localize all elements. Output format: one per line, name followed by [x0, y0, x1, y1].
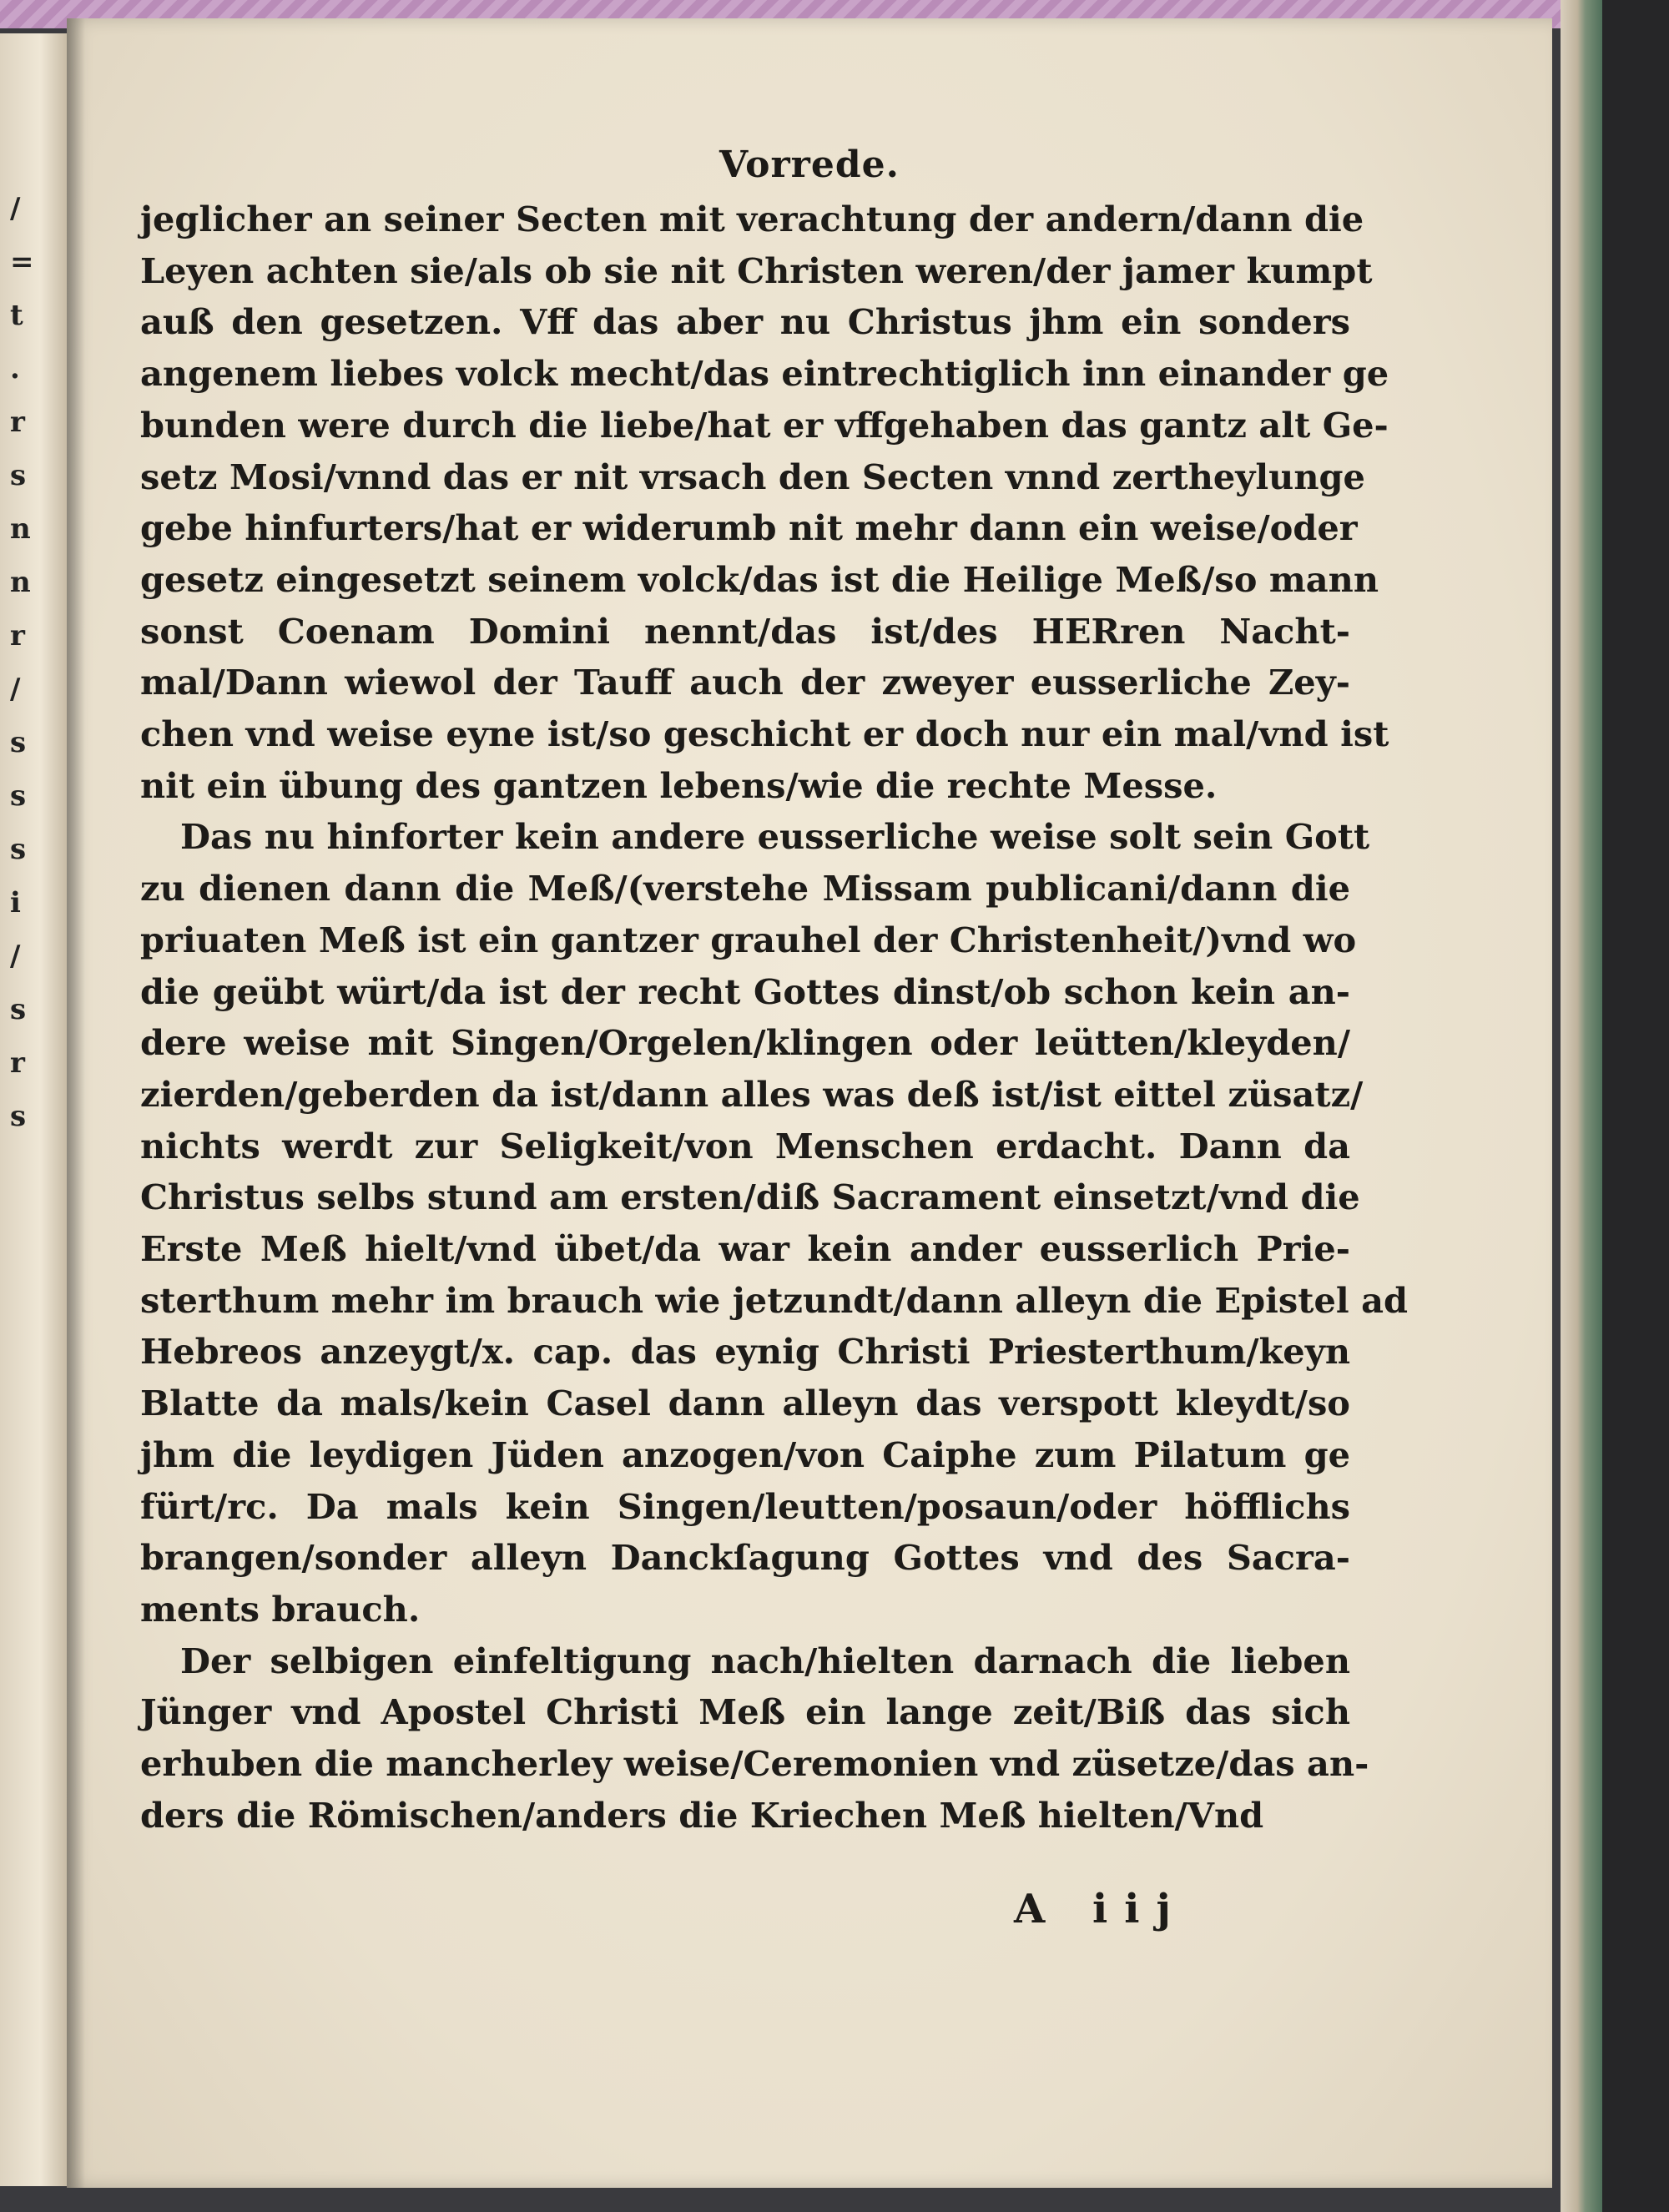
text-line: Erste Meß hielt/vnd übet/da war kein ander eusserlich Prie-: [140, 1228, 1350, 1270]
page-footer: [1014, 1886, 1187, 1932]
facing-page-glyph: /: [10, 673, 21, 706]
background-dark: [1602, 0, 1669, 2212]
text-line: gesetz eingesetzt seinem volck/das ist die Heilige Meß/so mann: [140, 558, 1379, 600]
text-line: ders die Römischen/anders die Kriechen Meß hielten/Vnd: [140, 1794, 1264, 1836]
text-line: auß den gesetzen. Vff das aber nu Christus jhm ein sonders: [140, 301, 1350, 343]
text-line: Christus selbs stund am ersten/diß Sacrament einsetzt/vnd die: [140, 1177, 1360, 1218]
text-line: Blatte da mals/kein Casel dann alleyn das verspott kleydt/so: [140, 1383, 1350, 1424]
text-line: die geübt würt/da ist der recht Gottes dinst/ob schon kein an-: [140, 970, 1350, 1012]
text-line: Hebreos anzeygt/x. cap. das eynig Christi Priesterthum/keyn: [140, 1331, 1350, 1373]
text-line: Jünger vnd Apostel Christi Meß ein lange zeit/Biß das sich: [140, 1691, 1350, 1733]
facing-page-glyph: r: [10, 406, 25, 439]
text-line: zierden/geberden da ist/dann alles was deß ist/ist eittel züsatz/: [140, 1073, 1364, 1115]
text-line: mal/Dann wiewol der Tauff auch der zweyer eusserliche Zey-: [140, 662, 1350, 703]
text-line: sonst Coenam Domini nennt/das ist/des HERren Nacht-: [140, 610, 1350, 652]
text-line: Das nu hinforter kein andere eusserliche weise solt sein Gott: [180, 816, 1370, 858]
text-line: jhm die leydigen Jüden anzogen/von Caiphe zum Pilatum ge: [140, 1434, 1350, 1475]
book-page: [67, 18, 1552, 2188]
facing-page-glyph: s: [10, 833, 27, 866]
facing-page-glyph: s: [10, 1100, 27, 1133]
facing-page-glyph: s: [10, 779, 27, 813]
page-gutter-shadow: [67, 18, 85, 2188]
facing-page-glyph: r: [10, 619, 25, 653]
text-line: sterthum mehr im brauch wie jetzundt/dann alleyn die Epistel ad: [140, 1279, 1408, 1321]
text-line: jeglicher an seiner Secten mit verachtung der andern/dann die: [140, 199, 1364, 239]
page-stack-edge: [1561, 0, 1602, 2212]
facing-page-glyph: s: [10, 726, 27, 759]
folio-number: iij: [1092, 1886, 1187, 1932]
text-line: Leyen achten sie/als ob sie nit Christen weren/der jamer kumpt: [140, 249, 1373, 291]
text-line: nichts werdt zur Seligkeit/von Menschen erdacht. Dann da: [140, 1125, 1350, 1166]
facing-page-glyph: /: [10, 192, 21, 225]
text-line: nit ein übung des gantzen lebens/wie die rechte Messe.: [140, 764, 1218, 806]
facing-page-glyph: s: [10, 459, 27, 492]
facing-page-glyph: .: [10, 352, 20, 385]
text-line: gebe hinfurters/hat er widerumb nit mehr dann ein weise/oder: [140, 507, 1358, 549]
facing-page-glyph: r: [10, 1046, 25, 1080]
text-line: chen vnd weise eyne ist/so geschicht er doch nur ein mal/vnd ist: [140, 713, 1389, 755]
text-line: bunden were durch die liebe/hat er vffgehaben das gantz alt Ge-: [140, 404, 1389, 446]
facing-page-glyph: /: [10, 940, 21, 973]
text-line: dere weise mit Singen/Orgelen/klingen oder leütten/kleyden/: [140, 1022, 1350, 1064]
facing-page-glyph: n: [10, 566, 31, 599]
text-line: angenem liebes volck mecht/das eintrechtiglich inn einander ge: [140, 353, 1389, 395]
facing-page-edge: [0, 33, 69, 2186]
facing-page-glyph: s: [10, 993, 27, 1026]
running-head: Vorrede.: [719, 144, 900, 186]
text-line: priuaten Meß ist ein gantzer grauhel der Christenheit/)vnd wo: [140, 919, 1357, 960]
text-line: setz Mosi/vnnd das er nit vrsach den Secten vnnd zertheylunge: [140, 456, 1365, 497]
facing-page-glyph: i: [10, 886, 21, 920]
text-line: zu dienen dann die Meß/(verstehe Missam publicani/dann die: [140, 868, 1350, 909]
facing-page-glyph: =: [10, 245, 34, 279]
text-line: Der selbigen einfeltigung nach/hielten darnach die lieben: [180, 1640, 1350, 1681]
text-line: erhuben die mancherley weise/Ceremonien vnd züsetze/das an-: [140, 1743, 1369, 1785]
signature-mark: A: [1014, 1886, 1062, 1932]
text-line: ments brauch.: [140, 1588, 421, 1630]
facing-page-glyph: t: [10, 299, 23, 332]
text-line: brangen/sonder alleyn Danckſagung Gottes vnd des Sacra-: [140, 1537, 1350, 1579]
facing-page-glyph: n: [10, 512, 31, 546]
text-line: fürt/rc. Da mals kein Singen/leutten/posaun/oder höfflichs: [140, 1485, 1350, 1527]
body-text: [140, 194, 1408, 1842]
